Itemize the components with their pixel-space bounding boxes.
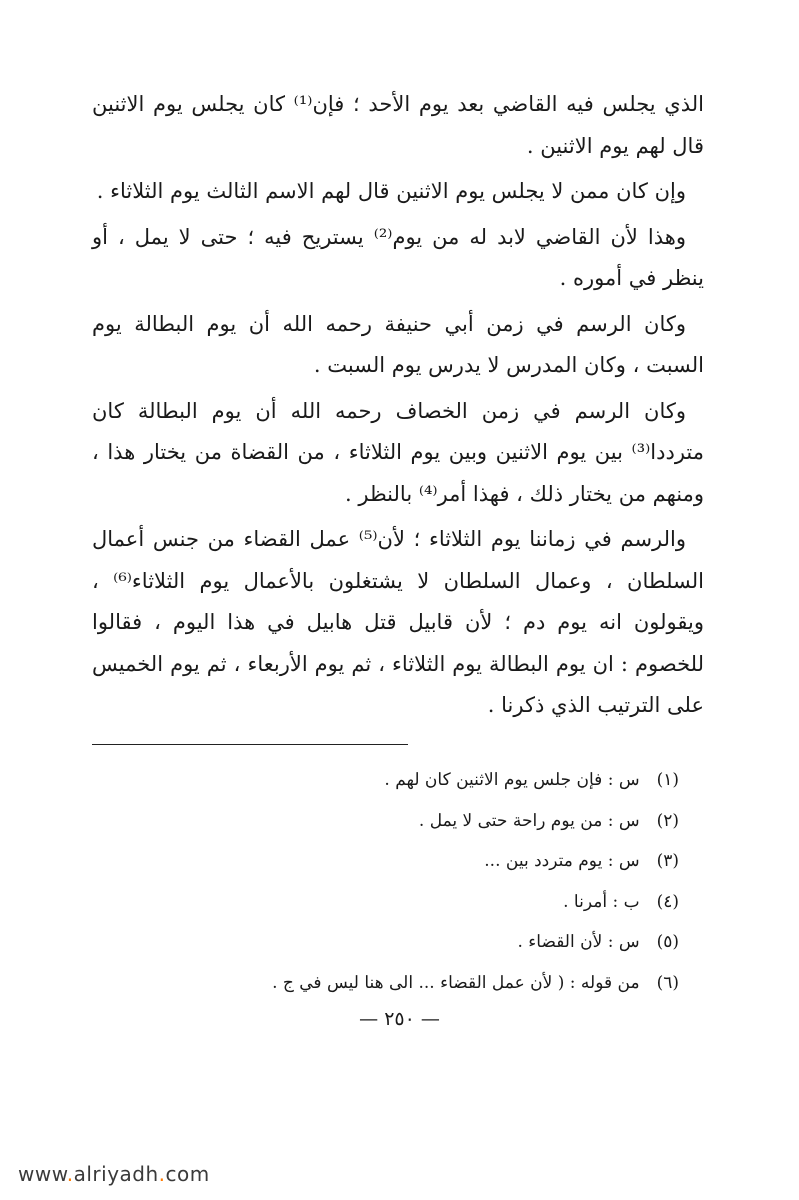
footnote-number: (٦) [656, 972, 679, 993]
paragraph: والرسم في زماننا يوم الثلاثاء ؛ لأن⁽⁵⁾ عمل القضاء من جنس أعمال السلطان ، وعمال السلطان لا يشتغلون بالأعمال يوم الثلاثاء⁽⁶⁾ ، ويقولون انه يوم دم ؛ لأن قابيل قتل هابيل في هذا اليوم ، فقالوا للخصوم : ان يوم البطالة يوم الثلاثاء ، ثم يوم الأربعاء ، ثم يوم الخميس على الترتيب الذي ذكرنا . [92, 527, 704, 717]
watermark-dot: . [158, 1162, 166, 1186]
page-number: — ٢٥٠ — [359, 1008, 440, 1030]
main-text [92, 84, 704, 731]
footnote-text: س : فإن جلس يوم الاثنين كان لهم . [384, 770, 640, 790]
footnote-divider [92, 744, 408, 745]
paragraph: وكان الرسم في زمن أبي حنيفة رحمه الله أن يوم البطالة يوم السبت ، وكان المدرس لا يدرس يوم السبت . [92, 311, 704, 377]
footnote [199, 963, 679, 1004]
footnote-number: (٢) [656, 810, 679, 831]
footnote-text: س : يوم متردد بين ... [484, 851, 640, 871]
footnote-text: س : من يوم راحة حتى لا يمل . [418, 810, 640, 831]
footnote-text: ب : أمرنا . [563, 891, 640, 912]
footnote-number: (٥) [656, 932, 679, 952]
paragraph: وإن كان ممن لا يجلس يوم الاثنين قال لهم الاسم الثالث يوم الثلاثاء . [96, 179, 686, 203]
paragraph: الذي يجلس فيه القاضي بعد يوم الأحد ؛ فإن⁽¹⁾ كان يجلس يوم الاثنين قال لهم يوم الاثنين . [92, 92, 704, 158]
footnote [199, 760, 679, 801]
footnotes [199, 760, 679, 1003]
watermark-site: alriyadh [73, 1162, 159, 1186]
footnote [199, 882, 679, 923]
paragraph: وهذا لأن القاضي لابد له من يوم⁽²⁾ يستريح فيه ؛ حتى لا يمل ، أو ينظر في أموره . [92, 224, 704, 290]
footnote-number: (١) [656, 770, 679, 790]
watermark-prefix: www [18, 1162, 67, 1186]
footnote [199, 801, 679, 842]
footnote-number: (٣) [656, 851, 679, 871]
watermark [18, 1162, 210, 1186]
paragraph: وكان الرسم في زمن الخصاف رحمه الله أن يوم البطالة كان مترددا⁽³⁾ بين يوم الاثنين وبين يوم الثلاثاء ، من القضاة من يختار هذا ، ومنهم من يختار ذلك ، فهذا أمر⁽⁴⁾ بالنظر . [92, 398, 704, 506]
watermark-tld: com [165, 1162, 210, 1186]
footnote [199, 841, 679, 882]
footnote-text: من قوله : ( لأن عمل القضاء ... الى هنا ليس في ج . [272, 972, 640, 993]
footnote-number: (٤) [656, 891, 679, 912]
footnote [199, 922, 679, 963]
footnote-text: س : لأن القضاء . [517, 932, 640, 952]
watermark-dot: . [66, 1162, 74, 1186]
